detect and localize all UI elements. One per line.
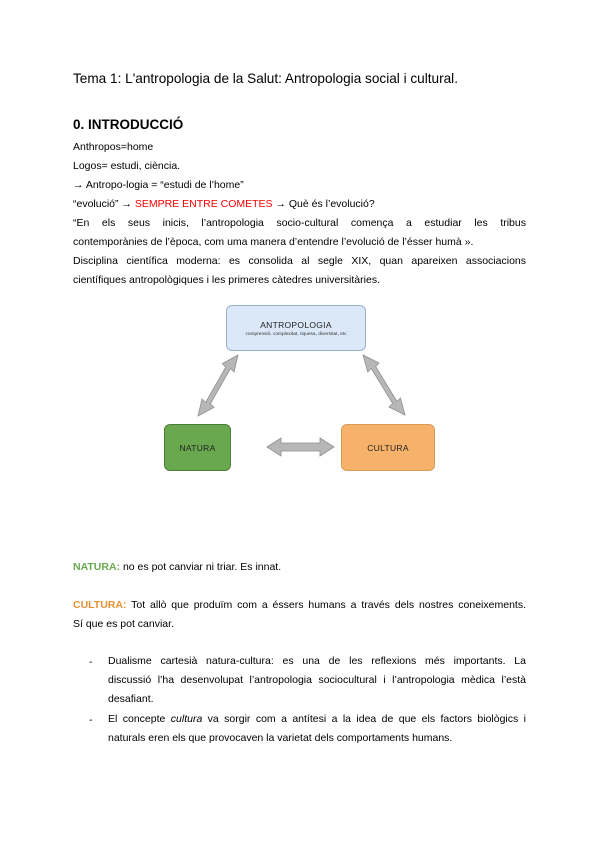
cometes-highlight: SEMPRE ENTRE COMETES [134,198,273,210]
natura-text: no es pot canviar ni triar. Es innat. [120,561,282,573]
arrow-antropologia-cultura [363,355,405,415]
bullet-1-line-2: discussió l’ha desenvolupat l’antropologia sociocultural i l’antropologia mèdica l’està [108,674,526,686]
cultura-term: CULTURA: [73,599,127,611]
cultura-box-label: CULTURA [367,442,409,453]
cultura-box [341,424,435,471]
antropologia-box [226,305,366,351]
bullet-dualisme [108,652,526,709]
document-title: Tema 1: L'antropologia de la Salut: Antropologia social i cultural. [73,71,458,86]
evolucio-suffix: → Què és l’evolució? [272,198,375,210]
bullet-marker-2: - [89,714,93,726]
natura-box [164,424,231,471]
bullet-2-line-2: naturals eren els que provocaven la varietat dels comportaments humans. [108,732,453,744]
bullet-concepte-cultura [108,710,526,748]
arrow-antropologia-natura [198,355,238,416]
natura-definition [73,561,526,573]
bullet-1-line-3: desafiant. [108,693,154,705]
bullet-2-suffix: va sorgir com a antítesi a la idea de que els factors biològics i [202,713,526,725]
evolucio-prefix: “evolució” → [73,198,135,210]
bullet-1-line-1: Dualisme cartesià natura-cultura: es una de les reflexions més importants. La [108,655,526,667]
cultura-text-2: Sí que es pot canviar. [73,618,174,630]
antropologia-sublabel: comprensió, complexitat, riquesa, diversitat, etc [245,331,347,337]
bullet-marker-1: - [89,656,93,668]
antropologia-diagram [160,300,440,480]
cultura-text-1: Tot allò que produïm com a éssers humans a través dels nostres coneixements. [126,599,526,611]
arrow-natura-cultura [267,438,334,456]
antropologia-label: ANTROPOLOGIA [260,319,332,330]
bullet-2-line-1 [108,710,526,729]
discipline-line-1: Disciplina científica moderna: es consolida al segle XIX, quan apareixen associacions [73,255,526,267]
cultura-definition [73,599,526,611]
intro-line-logos: Logos= estudi, ciència. [73,160,181,172]
intro-line-antropologia: → Antropo-logia = “estudi de l’home” [73,179,244,191]
quote-line-2: contemporànies de l’època, com uma manera d’entendre l’evolució de l’ésser humà ». [73,236,474,248]
bullet-2-italic: cultura [170,713,203,725]
bullet-2-prefix: El concepte [108,713,171,725]
natura-box-label: NATURA [179,442,216,453]
discipline-line-2: científiques antropològiques i les primeres càtedres universitàries. [73,274,380,286]
quote-line-1: “En els seus inicis, l’antropologia socio-cultural comença a estudiar les tribus [73,217,526,229]
natura-term: NATURA: [73,561,121,573]
intro-line-evolucio [73,198,526,210]
section-heading: 0. INTRODUCCIÓ [73,117,184,132]
intro-line-anthropos: Anthropos=home [73,141,154,153]
